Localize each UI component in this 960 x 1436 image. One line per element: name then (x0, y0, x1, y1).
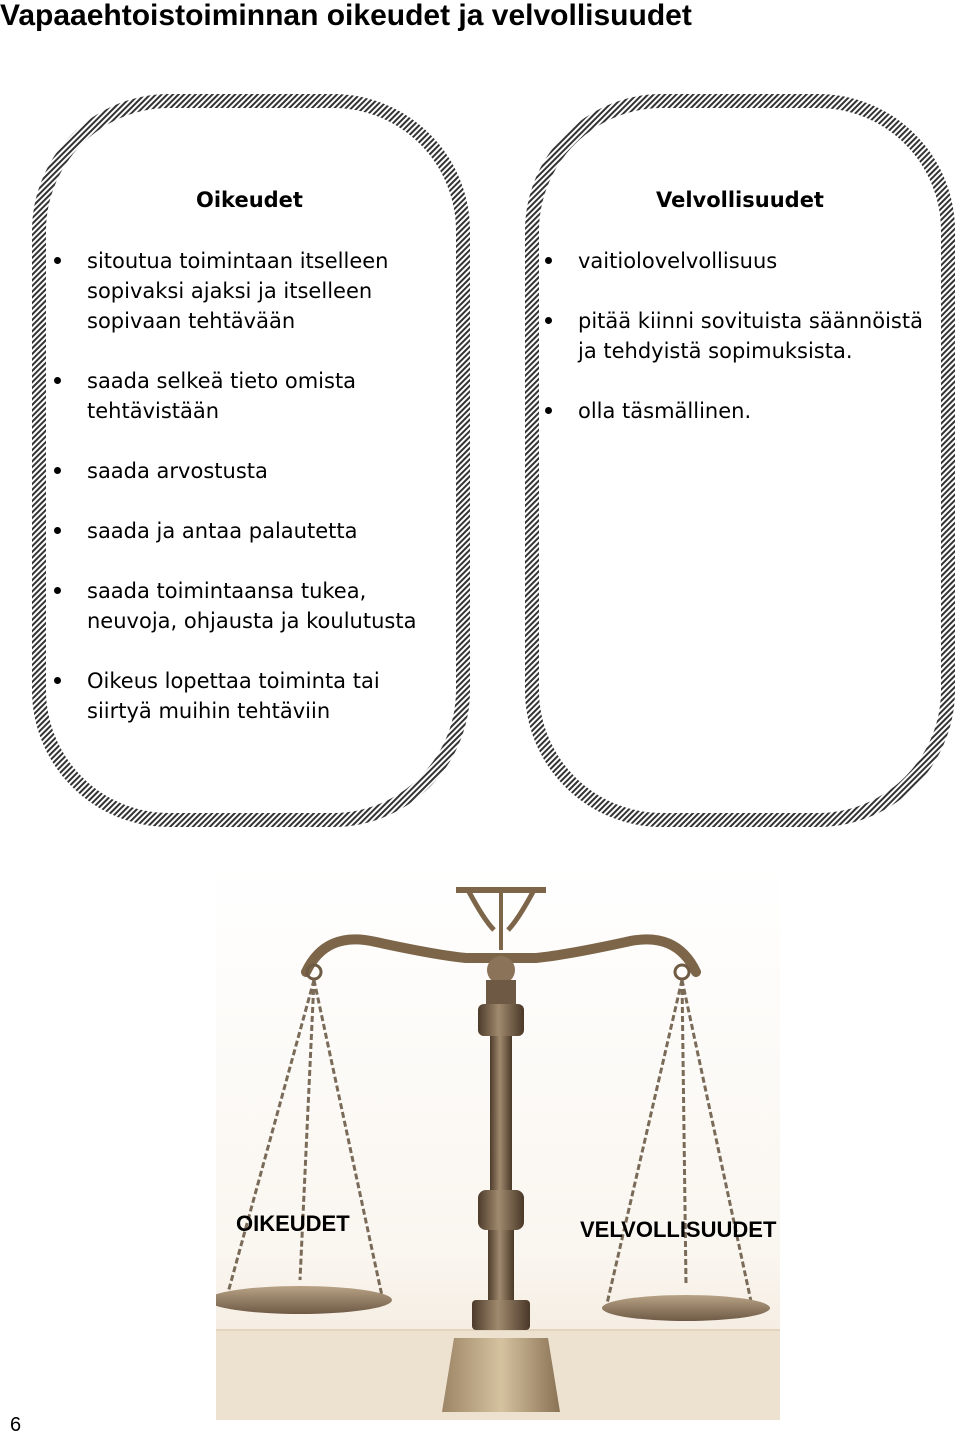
rights-heading: Oikeudet (196, 188, 303, 212)
duties-list (545, 246, 923, 456)
rights-list (54, 246, 416, 756)
rights-item: Oikeus lopettaa toiminta tai siirtyä muihin tehtäviin (54, 666, 416, 726)
duties-item: vaitiolovelvollisuus (545, 246, 923, 276)
scale-base (442, 1338, 560, 1412)
beam-pivot (487, 956, 515, 984)
left-pan (216, 1286, 392, 1314)
right-pan (602, 1295, 770, 1321)
rights-item: saada ja antaa palautetta (54, 516, 416, 546)
rights-item: sitoutua toimintaan itselleen sopivaksi ajaksi ja itselleen sopivaan tehtävään (54, 246, 416, 336)
page-title: Vapaaehtoistoiminnan oikeudet ja velvollisuudet (0, 0, 692, 32)
rights-item: saada arvostusta (54, 456, 416, 486)
duties-heading: Velvollisuudet (656, 188, 824, 212)
rights-item: saada toimintaansa tukea, neuvoja, ohjausta ja koulutusta (54, 576, 416, 636)
duties-item: pitää kiinni sovituista säännöistä ja tehdyistä sopimuksista. (545, 306, 923, 366)
page-number: 6 (10, 1414, 22, 1436)
scale-photo (216, 860, 780, 1420)
duties-item: olla täsmällinen. (545, 396, 923, 426)
duties-pan-label: VELVOLLISUUDET (580, 1217, 777, 1242)
rights-pan-label: OIKEUDET (236, 1211, 350, 1236)
rights-item: saada selkeä tieto omista tehtävistään (54, 366, 416, 426)
